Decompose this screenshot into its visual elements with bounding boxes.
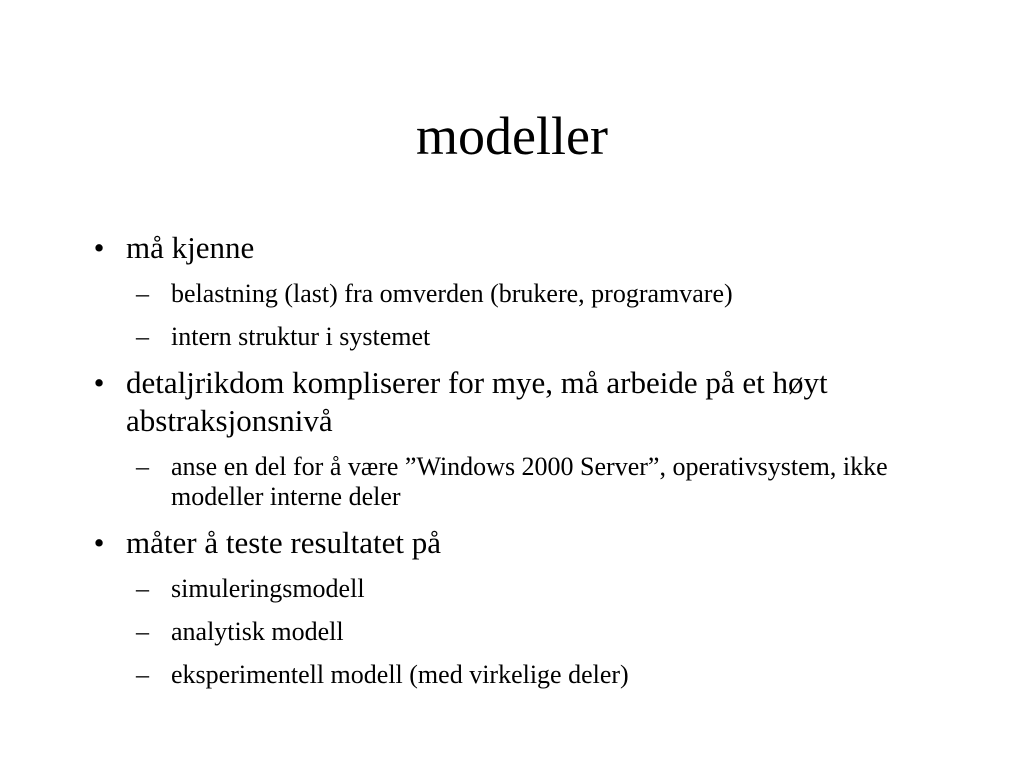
sub-bullet-item	[84, 322, 944, 352]
bullet-text: måter å teste resultatet på	[126, 525, 442, 560]
dash-icon: –	[136, 617, 149, 646]
bullet-item	[84, 364, 944, 440]
bullet-text: må kjenne	[126, 230, 255, 265]
bullet-icon: •	[93, 230, 105, 265]
dash-icon: –	[136, 660, 149, 689]
dash-icon: –	[136, 279, 149, 308]
bullet-text: detaljrikdom kompliserer for mye, må arbeide på et høyt abstraksjonsnivå	[126, 365, 828, 438]
sub-bullet-item	[84, 574, 944, 604]
bullet-item	[84, 524, 944, 562]
sub-bullet-text: belastning (last) fra omverden (brukere, programvare)	[171, 279, 733, 308]
dash-icon: –	[136, 574, 149, 603]
slide-body	[84, 229, 944, 690]
sub-bullet-item	[84, 279, 944, 309]
sub-bullet-text: analytisk modell	[171, 617, 344, 646]
dash-icon: –	[136, 322, 149, 351]
slide-title: modeller	[416, 106, 608, 166]
bullet-icon: •	[93, 525, 105, 560]
bullet-icon: •	[93, 365, 105, 400]
dash-icon: –	[136, 452, 149, 481]
sub-bullet-text: anse en del for å være ”Windows 2000 Server”, operativsystem, ikke modeller interne deler	[171, 452, 888, 511]
sub-bullet-item	[84, 617, 944, 647]
sub-bullet-item	[84, 452, 944, 512]
sub-bullet-text: simuleringsmodell	[171, 574, 365, 603]
sub-bullet-text: intern struktur i systemet	[171, 322, 431, 351]
sub-bullet-item	[84, 660, 944, 690]
sub-bullet-text: eksperimentell modell (med virkelige deler)	[171, 660, 629, 689]
bullet-item	[84, 229, 944, 267]
